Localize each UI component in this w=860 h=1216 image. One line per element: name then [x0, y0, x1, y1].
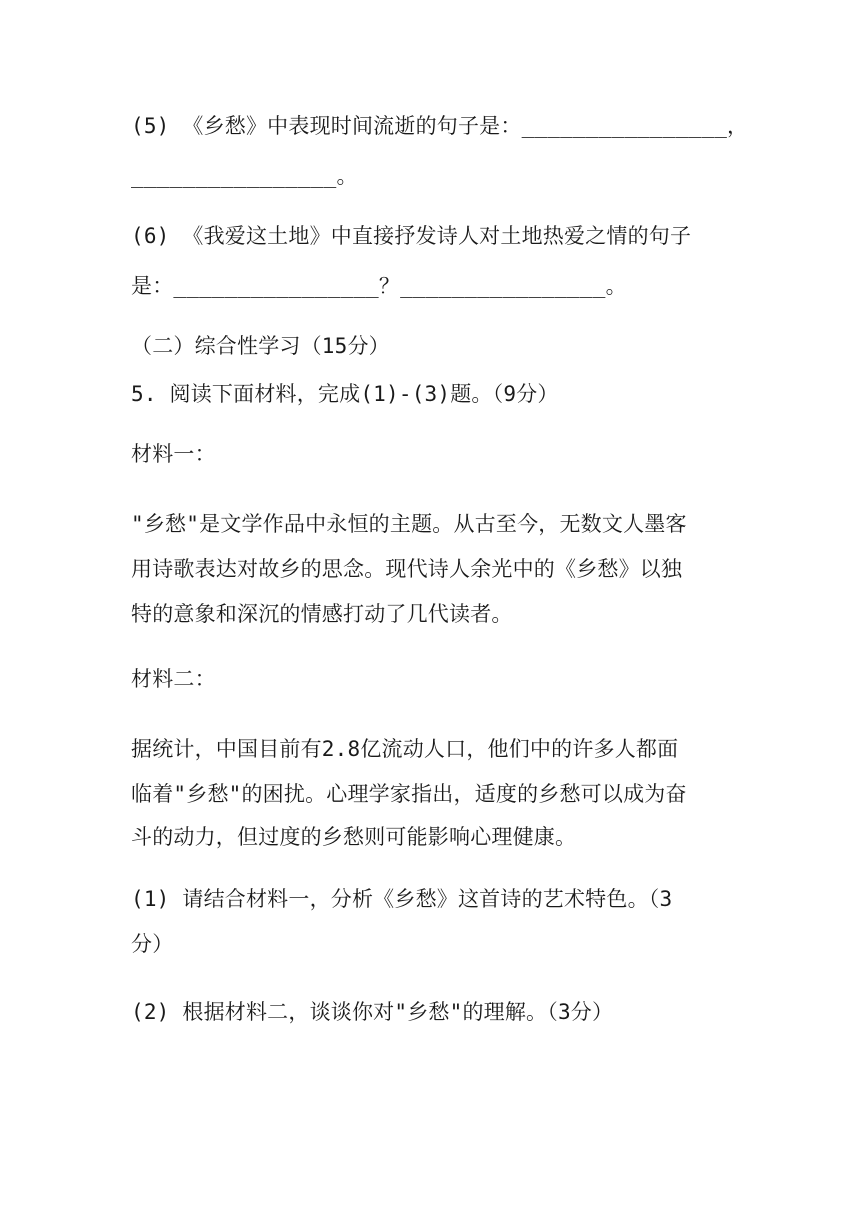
material-2-line-2: 临着"乡愁"的困扰。心理学家指出，适度的乡愁可以成为奋 — [131, 782, 687, 806]
material-1-line-2: 用诗歌表达对故乡的思念。现代诗人余光中的《乡愁》以独 — [131, 557, 683, 581]
subquestion-1-line-1: (1) 请结合材料一，分析《乡愁》这首诗的艺术特色。（3 — [131, 887, 673, 911]
material-2-line-1: 据统计，中国目前有2.8亿流动人口，他们中的许多人都面 — [131, 737, 679, 761]
question-5-line-2: ________________。 — [131, 164, 358, 188]
question-6-line-2: 是：________________？________________。 — [131, 274, 627, 298]
material-1-line-1: "乡愁"是文学作品中永恒的主题。从古至今，无数文人墨客 — [131, 512, 687, 536]
material-1-label: 材料一： — [131, 442, 216, 466]
material-2-line-3: 斗的动力，但过度的乡愁则可能影响心理健康。 — [131, 825, 577, 849]
section-heading: （二）综合性学习（15分） — [131, 334, 390, 358]
question-6-line-1: (6) 《我爱这土地》中直接抒发诗人对土地热爱之情的句子 — [131, 224, 692, 248]
item-5-instruction: 5. 阅读下面材料，完成(1)-(3)题。（9分） — [131, 382, 559, 406]
question-5-line-1: (5) 《乡愁》中表现时间流逝的句子是：________________， — [131, 114, 749, 138]
material-1-line-3: 特的意象和深沉的情感打动了几代读者。 — [131, 602, 513, 626]
material-2-label: 材料二： — [131, 667, 216, 691]
subquestion-1-line-2: 分） — [131, 932, 174, 956]
subquestion-2: (2) 根据材料二，谈谈你对"乡愁"的理解。（3分） — [131, 1000, 614, 1024]
